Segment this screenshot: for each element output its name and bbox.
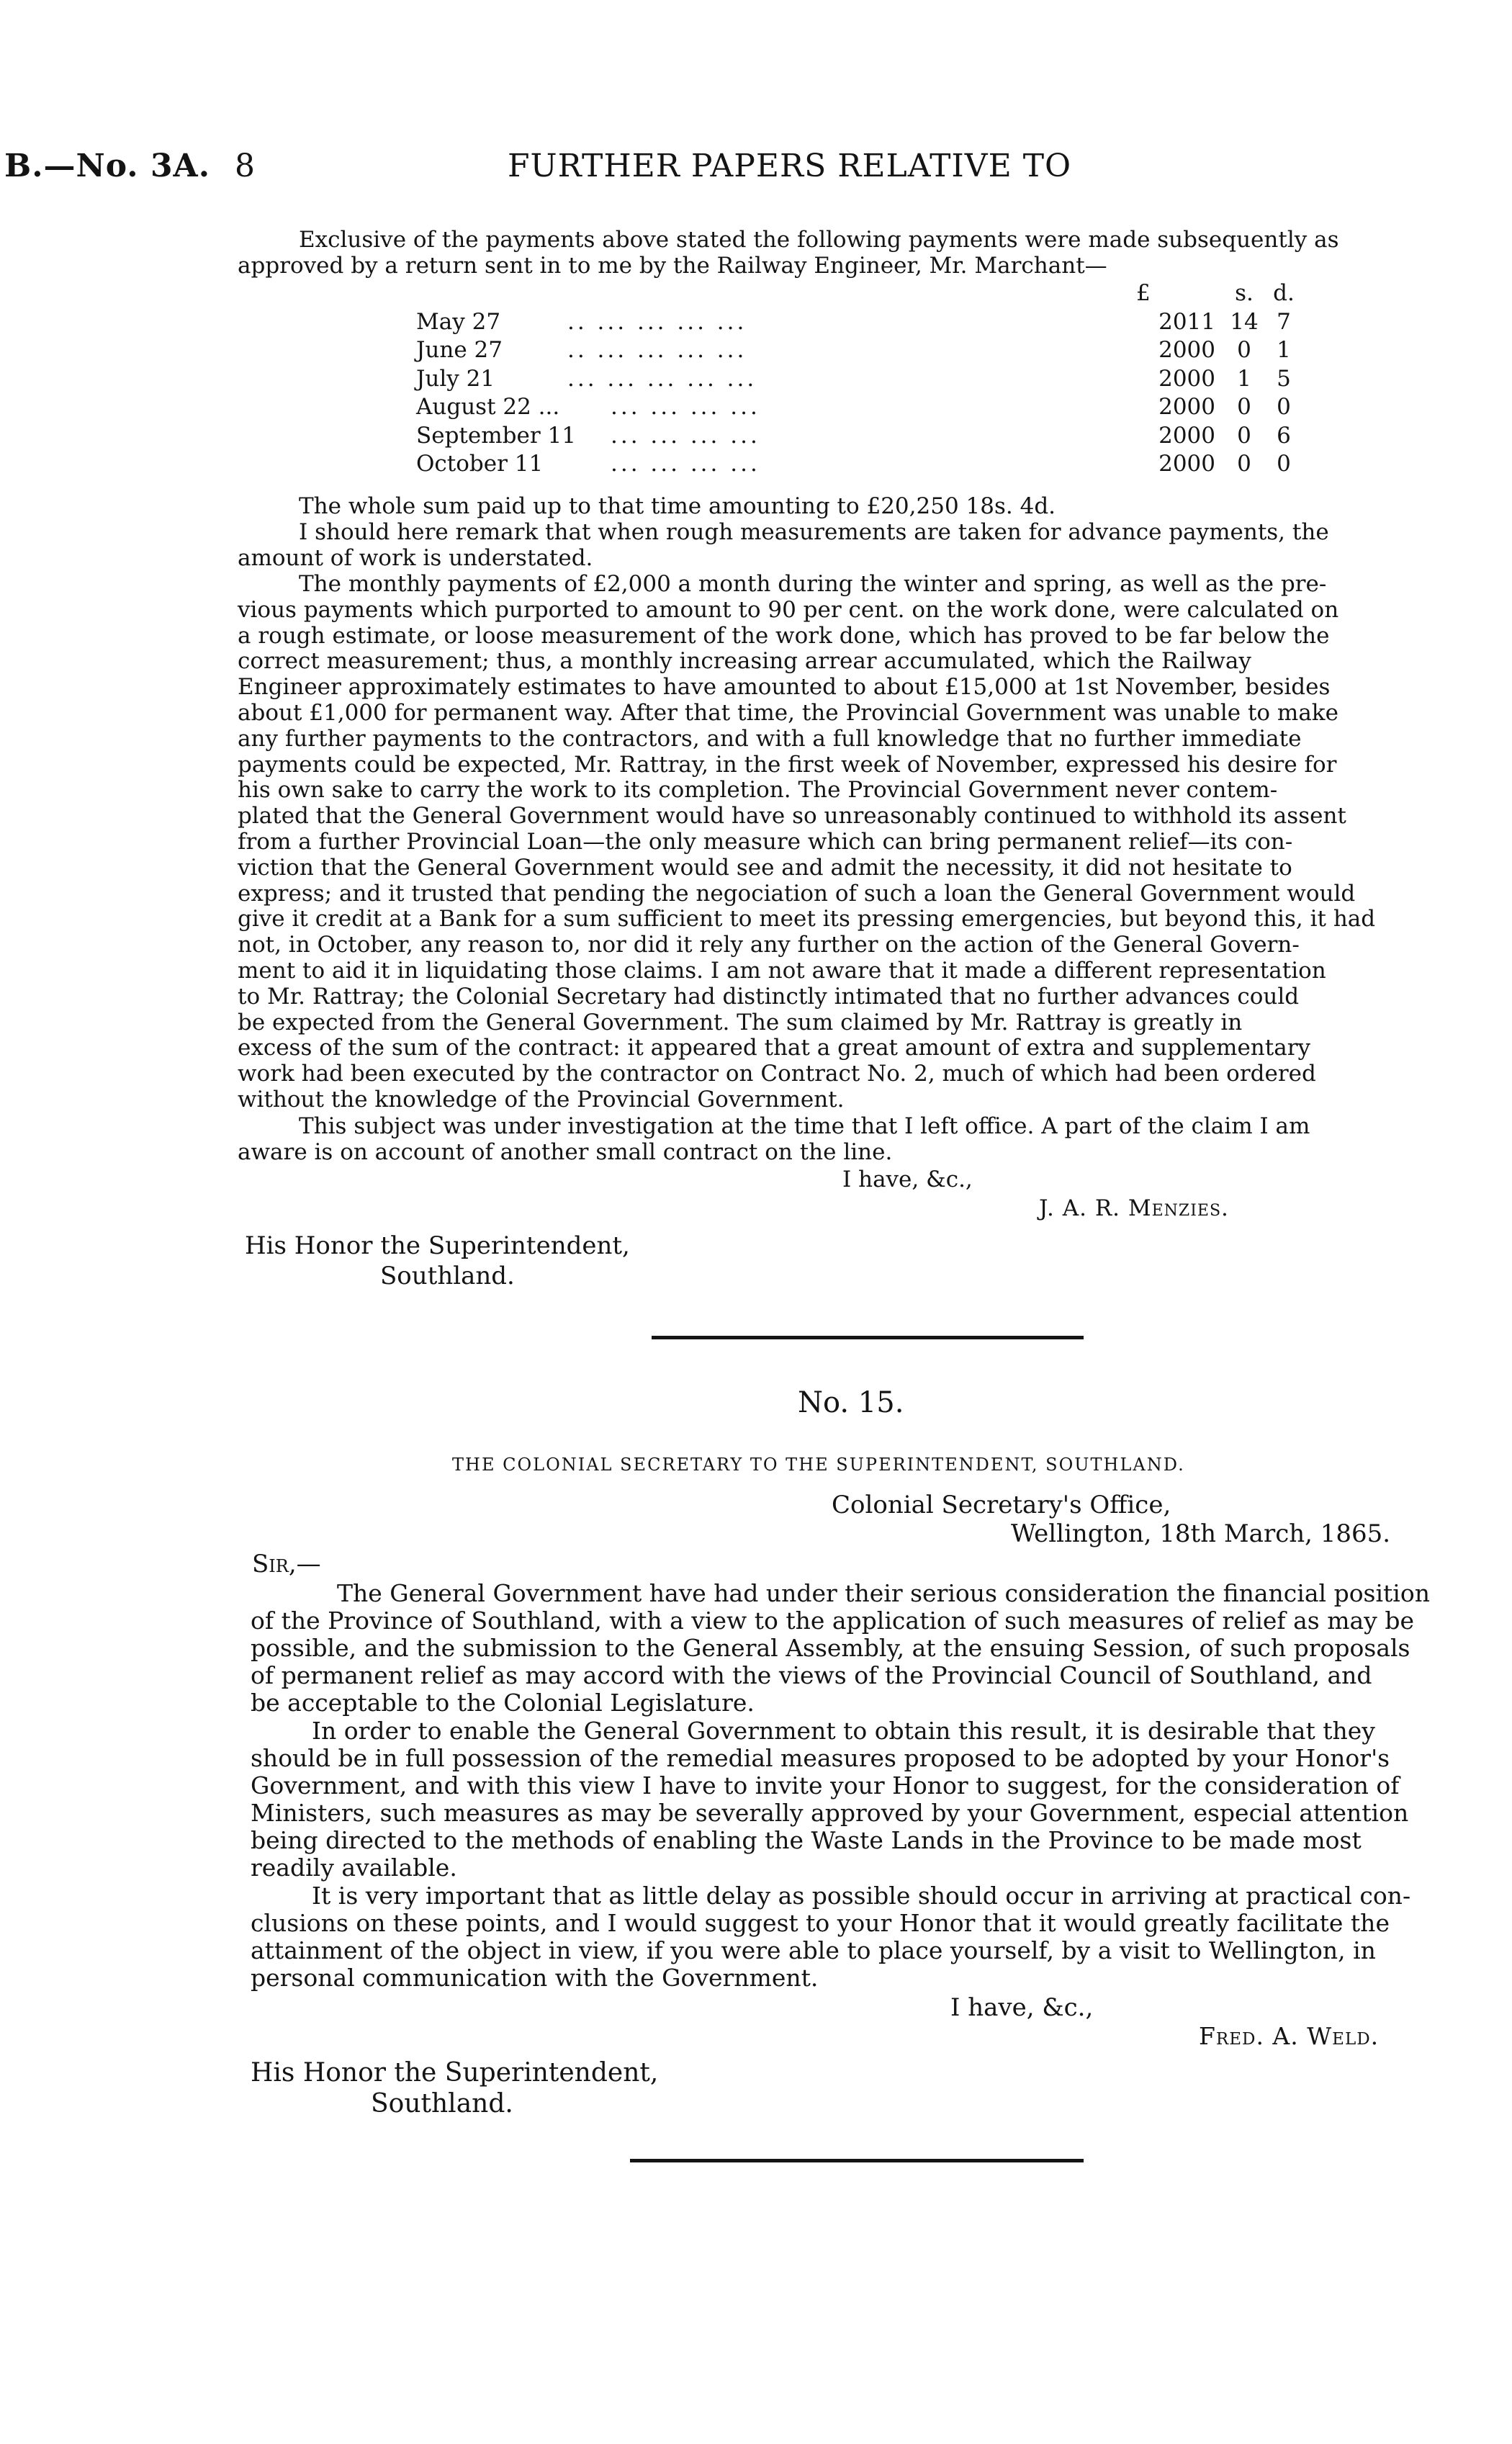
payment-shillings: 0: [1237, 394, 1251, 420]
text-line: Ministers, such measures as may be severally approved by your Government, especial attention: [251, 1799, 1409, 1827]
payment-date: June 27: [416, 337, 503, 363]
payment-shillings: 14: [1230, 308, 1259, 335]
text-line: his own sake to carry the work to its completion. The Provincial Government never contem-: [238, 777, 1278, 804]
text-line: viction that the General Government would see and admit the necessity, it did not hesitate to: [238, 854, 1292, 881]
text-line: Government, and with this view I have to invite your Honor to suggest, for the consideration of: [251, 1771, 1400, 1800]
leader-dots: ... ... ... ... ...: [567, 365, 757, 392]
payment-pounds: 2011: [1158, 308, 1215, 335]
text-line: of the Province of Southland, with a view to the application of such measures of relief as may be: [251, 1607, 1414, 1635]
text-line: In order to enable the General Government to obtain this result, it is desirable that they: [312, 1717, 1375, 1745]
document-heading: THE COLONIAL SECRETARY TO THE SUPERINTENDENT, SOUTHLAND.: [452, 1455, 1185, 1475]
text-line: to Mr. Rattray; the Colonial Secretary had distinctly intimated that no further advances could: [238, 983, 1300, 1010]
payment-row: [416, 450, 1352, 479]
text-line: be acceptable to the Colonial Legislature.: [251, 1689, 755, 1717]
text-line: possible, and the submission to the General Assembly, at the ensuing Session, of such proposals: [251, 1634, 1410, 1662]
pounds-header: £: [1136, 280, 1151, 306]
place-date: Wellington, 18th March, 1865.: [1011, 1519, 1391, 1548]
payment-pounds: 2000: [1158, 365, 1215, 392]
total-paragraph: [238, 494, 1462, 520]
text-line: plated that the General Government would have so unreasonably continued to withhold its assent: [238, 803, 1346, 830]
text-line: amount of work is understated.: [238, 544, 593, 571]
text-line: readily available.: [251, 1854, 457, 1882]
payments-table: [416, 279, 1352, 479]
letter15-paragraph-1: [251, 1580, 1462, 1717]
intro-paragraph: [238, 228, 1462, 279]
pence-header: d.: [1273, 280, 1295, 306]
addressee-title: His Honor the Superintendent,: [245, 1231, 630, 1260]
text-line: ment to aid it in liquidating those claims. I am not aware that it made a different representation: [238, 957, 1326, 984]
payment-row: [416, 308, 1352, 337]
section-divider: [652, 1336, 1084, 1339]
payment-pounds: 2000: [1158, 451, 1215, 477]
text-line: work had been executed by the contractor on Contract No. 2, much of which had been ordered: [238, 1061, 1316, 1087]
letter15-paragraph-2: [251, 1717, 1462, 1882]
closing: I have, &c.,: [842, 1167, 973, 1192]
text-line: payments could be expected, Mr. Rattray, in the first week of November, expressed his desire for: [238, 751, 1337, 778]
text-line: approved by a return sent in to me by the Railway Engineer, Mr. Marchant—: [238, 252, 1107, 279]
text-line: clusions on these points, and I would suggest to your Honor that it would greatly facilitate the: [251, 1909, 1390, 1937]
salutation: Sir,—: [252, 1550, 321, 1578]
monthly-payments-paragraph: [238, 572, 1462, 1113]
subject-paragraph: [238, 1114, 1462, 1166]
text-line: give it credit at a Bank for a sum sufficient to meet its pressing emergencies, but beyond this, it had: [238, 906, 1376, 933]
text-line: should be in full possession of the remedial measures proposed to be adopted by your Honor's: [251, 1744, 1390, 1772]
text-line: vious payments which purported to amount to 90 per cent. on the work done, were calculated on: [238, 596, 1339, 623]
payments-header-row: [416, 279, 1352, 308]
payment-pounds: 2000: [1158, 422, 1215, 449]
text-line: aware is on account of another small contract on the line.: [238, 1138, 893, 1165]
payment-shillings: 1: [1237, 365, 1251, 392]
text-line: I should here remark that when rough measurements are taken for advance payments, the: [299, 519, 1329, 545]
leader-dots: ... ... ... ...: [611, 451, 760, 477]
text-line: Exclusive of the payments above stated the following payments were made subsequently as: [299, 227, 1339, 253]
leader-dots: .. ... ... ... ...: [567, 308, 747, 335]
text-line: Engineer approximately estimates to have amounted to about £15,000 at 1st November, besides: [238, 674, 1331, 701]
text-line: The whole sum paid up to that time amounting to £20,250 18s. 4d.: [299, 493, 1056, 519]
payment-shillings: 0: [1237, 451, 1251, 477]
text-line: It is very important that as little delay as possible should occur in arriving at practical con-: [312, 1882, 1411, 1910]
text-line: of permanent relief as may accord with the views of the Provincial Council of Southland, and: [251, 1661, 1372, 1689]
text-line: about £1,000 for permanent way. After that time, the Provincial Government was unable to make: [238, 699, 1338, 726]
section-divider: [630, 2159, 1084, 2162]
payment-pence: 1: [1277, 337, 1291, 363]
payment-date: October 11: [416, 451, 544, 477]
letter15-paragraph-3: [251, 1882, 1462, 1992]
addressee-place: Southland.: [380, 1262, 515, 1290]
payment-date: May 27: [416, 308, 501, 335]
text-line: correct measurement; thus, a monthly increasing arrear accumulated, which the Railway: [238, 648, 1251, 675]
closing: I have, &c.,: [950, 1993, 1094, 2022]
payment-row: [416, 393, 1352, 422]
running-title: FURTHER PAPERS RELATIVE TO: [508, 148, 1072, 184]
document-number: No. 15.: [798, 1386, 904, 1419]
shillings-header: s.: [1235, 280, 1254, 306]
text-line: from a further Provincial Loan—the only measure which can bring permanent relief—its con-: [238, 828, 1293, 855]
text-line: be expected from the General Government. The sum claimed by Mr. Rattray is greatly in: [238, 1009, 1243, 1035]
signature: J. A. R. Menzies.: [1039, 1195, 1229, 1221]
text-line: attainment of the object in view, if you were able to place yourself, by a visit to Wellington, in: [251, 1936, 1376, 1964]
payment-pounds: 2000: [1158, 337, 1215, 363]
payment-date: July 21: [416, 365, 495, 392]
payment-row: [416, 422, 1352, 451]
text-line: express; and it trusted that pending the negociation of such a loan the General Government would: [238, 880, 1356, 907]
payment-pence: 6: [1277, 422, 1291, 449]
page-number: 8: [235, 148, 256, 184]
payment-shillings: 0: [1237, 337, 1251, 363]
text-line: excess of the sum of the contract: it appeared that a great amount of extra and supplementary: [238, 1035, 1311, 1061]
leader-dots: ... ... ... ...: [611, 394, 760, 420]
payment-pence: 0: [1277, 394, 1291, 420]
text-line: The General Government have had under their serious consideration the financial position: [337, 1579, 1430, 1607]
remark-paragraph: [238, 520, 1462, 572]
text-line: being directed to the methods of enabling the Waste Lands in the Province to be made most: [251, 1826, 1362, 1854]
text-line: The monthly payments of £2,000 a month during the winter and spring, as well as the pre-: [299, 571, 1327, 597]
addressee-title: His Honor the Superintendent,: [251, 2058, 659, 2088]
text-line: not, in October, any reason to, nor did it rely any further on the action of the General Govern-: [238, 932, 1300, 958]
text-line: any further payments to the contractors, and with a full knowledge that no further immediate: [238, 725, 1302, 752]
payment-row: [416, 336, 1352, 365]
payment-date: August 22 ...: [416, 394, 560, 420]
payment-pence: 0: [1277, 451, 1291, 477]
addressee-place: Southland.: [371, 2089, 513, 2119]
payment-row: [416, 365, 1352, 394]
text-line: This subject was under investigation at the time that I left office. A part of the claim I am: [299, 1113, 1310, 1139]
text-line: a rough estimate, or loose measurement of the work done, which has proved to be far below the: [238, 622, 1330, 649]
payment-pence: 5: [1277, 365, 1291, 392]
page-ref: B.—No. 3A.: [4, 148, 211, 184]
leader-dots: ... ... ... ...: [611, 422, 760, 449]
leader-dots: .. ... ... ... ...: [567, 337, 747, 363]
payment-pounds: 2000: [1158, 394, 1215, 420]
payment-shillings: 0: [1237, 422, 1251, 449]
text-line: without the knowledge of the Provincial Government.: [238, 1086, 845, 1113]
sender-office: Colonial Secretary's Office,: [832, 1491, 1171, 1519]
payment-date: September 11: [416, 422, 576, 449]
payment-pence: 7: [1277, 308, 1291, 335]
text-line: personal communication with the Government.: [251, 1964, 819, 1992]
signature: Fred. A. Weld.: [1199, 2022, 1380, 2050]
